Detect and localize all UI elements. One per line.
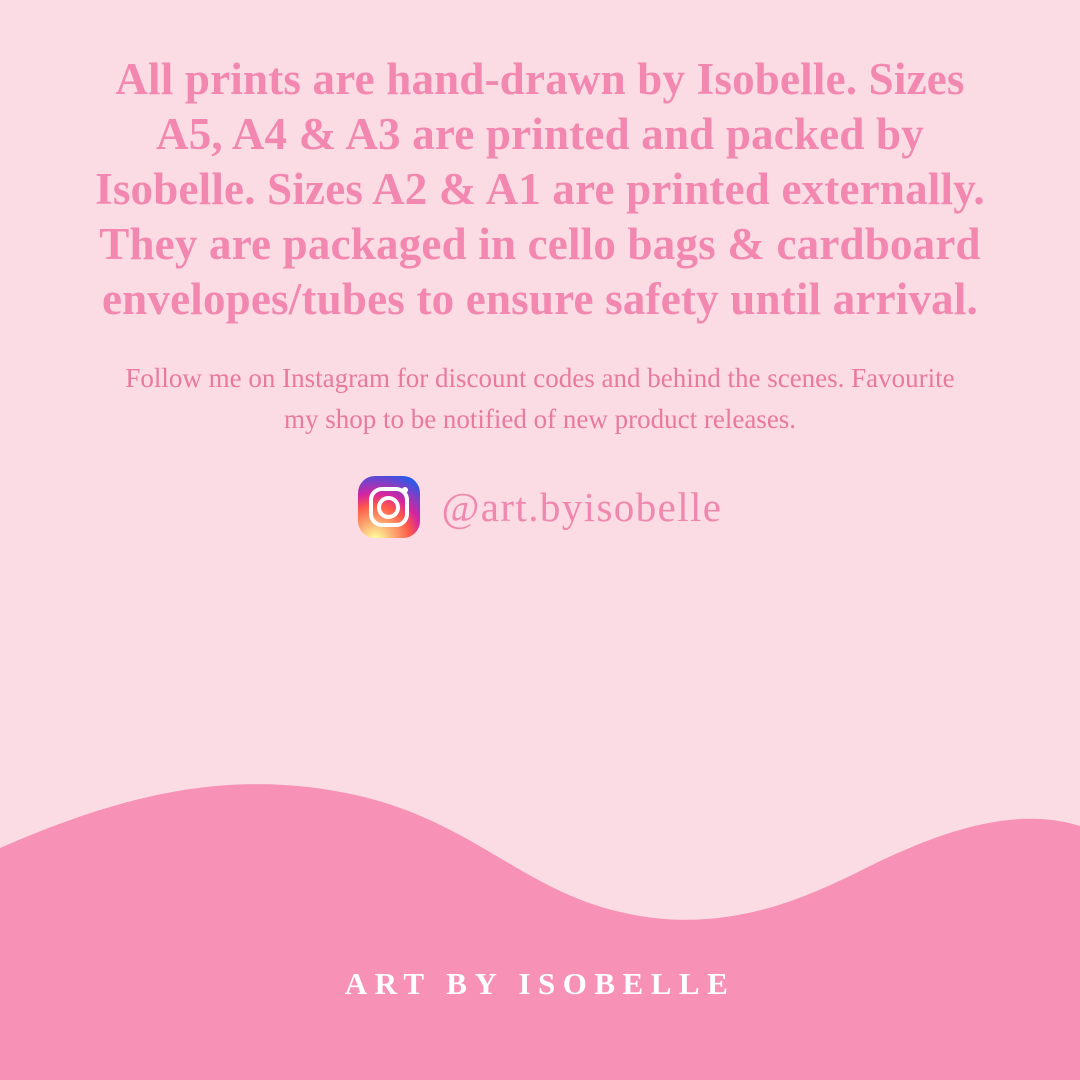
card-content: [0, 0, 1080, 538]
instagram-handle-label[interactable]: @art.byisobelle: [441, 483, 723, 530]
instagram-handle-row[interactable]: [0, 476, 1080, 538]
instagram-icon[interactable]: [358, 476, 420, 538]
instagram-icon-lens: [377, 496, 400, 519]
subcopy-text: Follow me on Instagram for discount codes and behind the scenes. Favourite my shop to be notified of new product releases.: [125, 363, 955, 434]
brand-name: ART BY ISOBELLE: [344, 966, 736, 1001]
headline-text: All prints are hand-drawn by Isobelle. Sizes A5, A4 & A3 are printed and packed by Isobelle. Sizes A2 & A1 are printed externally. They are packaged in cello bags & cardboard envelopes/tubes to ensure safety until arrival.: [95, 54, 985, 324]
wave-decoration: [0, 760, 1080, 1080]
instagram-icon-dot: [402, 487, 408, 493]
